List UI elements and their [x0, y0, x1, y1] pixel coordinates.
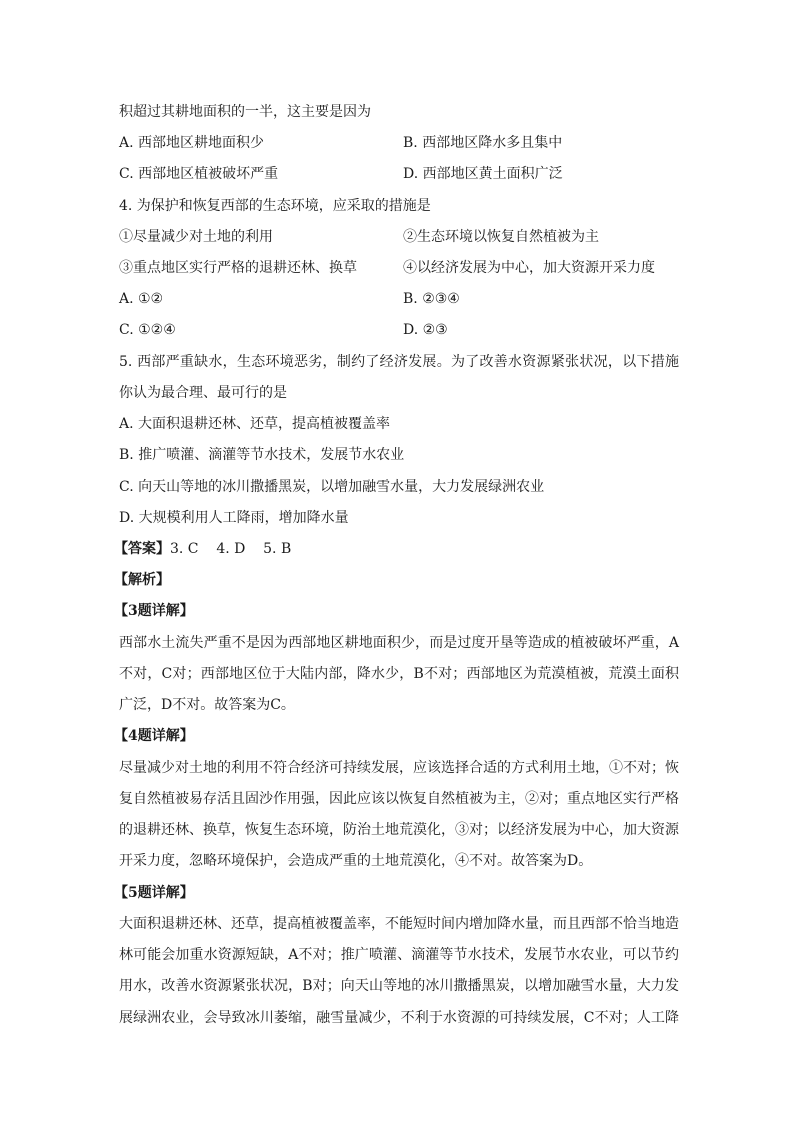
q5-detail-line: 展绿洲农业，会导致冰川萎缩，融雪量减少，不利于水资源的可持续发展，C不对；人工降 [119, 1010, 679, 1026]
answer-label: 【答案】 [114, 541, 170, 557]
q4-item-2: ②生态环境以恢复自然植被为主 [403, 229, 599, 245]
q4-item-4: ④以经济发展为中心，加大资源开采力度 [403, 260, 655, 276]
q5-detail-line: 林可能会加重水资源短缺，A不对；推广喷灌、滴灌等节水技术，发展节水农业，可以节约 [119, 947, 679, 963]
answer-text: 3. C 4. D 5. B [170, 541, 292, 557]
q3-option-c: C. 西部地区植被破坏严重 [119, 166, 279, 182]
q4-detail-line: 开采力度，忽略环境保护，会造成严重的土地荒漠化，④不对。故答案为D。 [119, 853, 593, 869]
q4-detail-line: 尽量减少对土地的利用不符合经济可持续发展，应该选择合适的方式利用土地，①不对；恢 [119, 760, 679, 776]
q3-detail-line: 广泛，D不对。故答案为C。 [119, 697, 295, 713]
q5-stem-line-2: 你认为最合理、最可行的是 [119, 385, 287, 401]
q4-item-3: ③重点地区实行严格的退耕还林、换草 [119, 260, 357, 276]
q5-option-a: A. 大面积退耕还林、还草，提高植被覆盖率 [119, 416, 391, 432]
q3-stem-tail: 积超过其耕地面积的一半，这主要是因为 [119, 104, 371, 120]
q3-option-b: B. 西部地区降水多且集中 [403, 135, 563, 151]
answer-line [114, 539, 291, 559]
q4-detail-title: 【4题详解】 [114, 728, 194, 744]
analysis-label: 【解析】 [114, 572, 170, 588]
q4-stem: 4. 为保护和恢复西部的生态环境，应采取的措施是 [119, 198, 431, 214]
q3-option-a: A. 西部地区耕地面积少 [119, 135, 265, 151]
q4-detail-line: 复自然植被易存活且固沙作用强，因此应该以恢复自然植被为主，②对；重点地区实行严格 [119, 791, 679, 807]
q5-detail-line: 大面积退耕还林、还草，提高植被覆盖率，不能短时间内增加降水量，而且西部不恰当地造 [119, 916, 679, 932]
q4-item-1: ①尽量减少对土地的利用 [119, 229, 273, 245]
q4-option-d: D. ②③ [403, 322, 448, 338]
q5-option-b: B. 推广喷灌、滴灌等节水技术，发展节水农业 [119, 447, 405, 463]
q3-detail-line: 西部水土流失严重不是因为西部地区耕地面积少，而是过度开垦等造成的植被破坏严重，A [119, 635, 679, 651]
q3-option-d: D. 西部地区黄土面积广泛 [403, 166, 563, 182]
q4-option-c: C. ①②④ [119, 322, 176, 338]
q3-detail-line: 不对，C对；西部地区位于大陆内部，降水少，B不对；西部地区为荒漠植被，荒漠土面积 [119, 666, 679, 682]
q3-detail-title: 【3题详解】 [114, 603, 194, 619]
q4-option-a: A. ①② [119, 291, 164, 307]
q5-option-d: D. 大规模利用人工降雨，增加降水量 [119, 510, 349, 526]
q5-detail-line: 用水，改善水资源紧张状况，B对；向天山等地的冰川撒播黑炭，以增加融雪水量，大力发 [119, 978, 679, 994]
q5-detail-title: 【5题详解】 [114, 885, 194, 901]
q4-option-b: B. ②③④ [403, 291, 460, 307]
q5-option-c: C. 向天山等地的冰川撒播黑炭，以增加融雪水量，大力发展绿洲农业 [119, 479, 545, 495]
q4-detail-line: 的退耕还林、换草，恢复生态环境，防治土地荒漠化，③对；以经济发展为中心，加大资源 [119, 822, 679, 838]
q5-stem-line-1: 5. 西部严重缺水，生态环境恶劣，制约了经济发展。为了改善水资源紧张状况，以下措施 [119, 354, 679, 370]
